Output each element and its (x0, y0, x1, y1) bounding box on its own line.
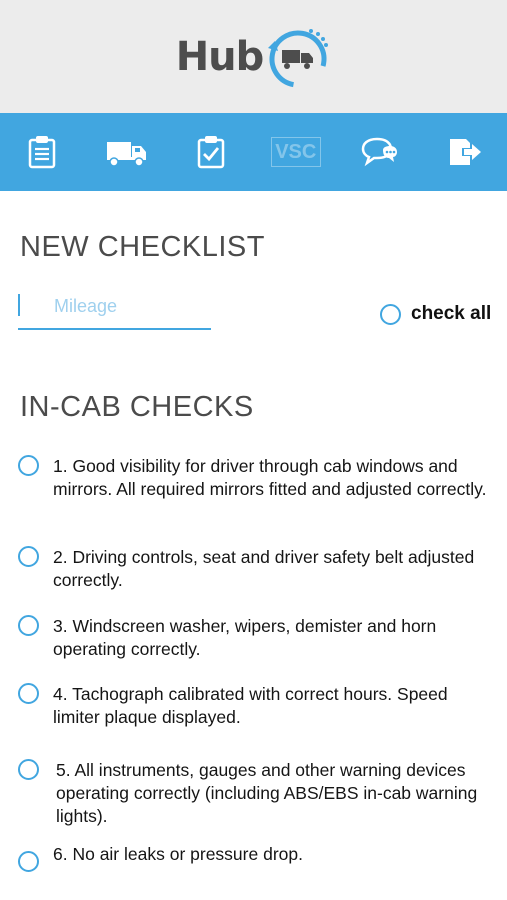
vsc-icon: VSC (271, 137, 321, 167)
in-cab-checks-title: IN-CAB CHECKS (20, 391, 254, 423)
check-item-text: 6. No air leaks or pressure drop. (53, 844, 303, 864)
clipboard-icon (27, 135, 57, 169)
nav-checklist[interactable] (186, 127, 236, 177)
check-item-text: 4. Tachograph calibrated with correct hours. Speed limiter plaque displayed. (53, 684, 448, 727)
check-item[interactable] (18, 683, 488, 729)
truck-circle-icon (265, 24, 331, 90)
nav-vsc[interactable] (271, 127, 321, 177)
check-item-radio[interactable] (18, 851, 39, 872)
truck-icon (106, 137, 148, 167)
check-item-text: 5. All instruments, gauges and other warning devices operating correctly (including ABS/EBS in-cab warning lights). (56, 760, 478, 826)
check-item-radio[interactable] (18, 759, 39, 780)
nav-clipboard[interactable] (17, 127, 67, 177)
check-item[interactable] (18, 546, 488, 592)
check-all-label: check all (411, 303, 492, 324)
check-all-radio[interactable] (380, 304, 401, 325)
logo-text: Hub (175, 33, 264, 80)
check-item-radio[interactable] (18, 455, 39, 476)
checklist-icon (196, 135, 226, 169)
nav-bar (0, 113, 507, 191)
check-all-toggle[interactable] (380, 303, 491, 325)
nav-chat[interactable] (355, 127, 405, 177)
mileage-input[interactable] (18, 288, 211, 324)
check-item[interactable] (18, 455, 488, 501)
check-item[interactable] (18, 615, 488, 661)
check-item-radio[interactable] (18, 546, 39, 567)
check-item-text: 3. Windscreen washer, wipers, demister and horn operating correctly. (53, 616, 437, 659)
check-item-text: 2. Driving controls, seat and driver safety belt adjusted correctly. (53, 547, 475, 590)
app-header (0, 0, 507, 113)
check-item[interactable] (18, 843, 488, 872)
check-item-radio[interactable] (18, 683, 39, 704)
chat-icon (361, 136, 399, 168)
hub-logo (176, 24, 332, 90)
mileage-field[interactable] (18, 288, 211, 330)
nav-logout[interactable] (440, 127, 490, 177)
check-item-radio[interactable] (18, 615, 39, 636)
nav-truck[interactable] (102, 127, 152, 177)
logout-icon (448, 136, 482, 168)
check-item[interactable] (18, 759, 488, 828)
check-item-text: 1. Good visibility for driver through cab windows and mirrors. All required mirrors fitted and adjusted correctly. (53, 456, 487, 499)
new-checklist-title: NEW CHECKLIST (20, 231, 265, 263)
